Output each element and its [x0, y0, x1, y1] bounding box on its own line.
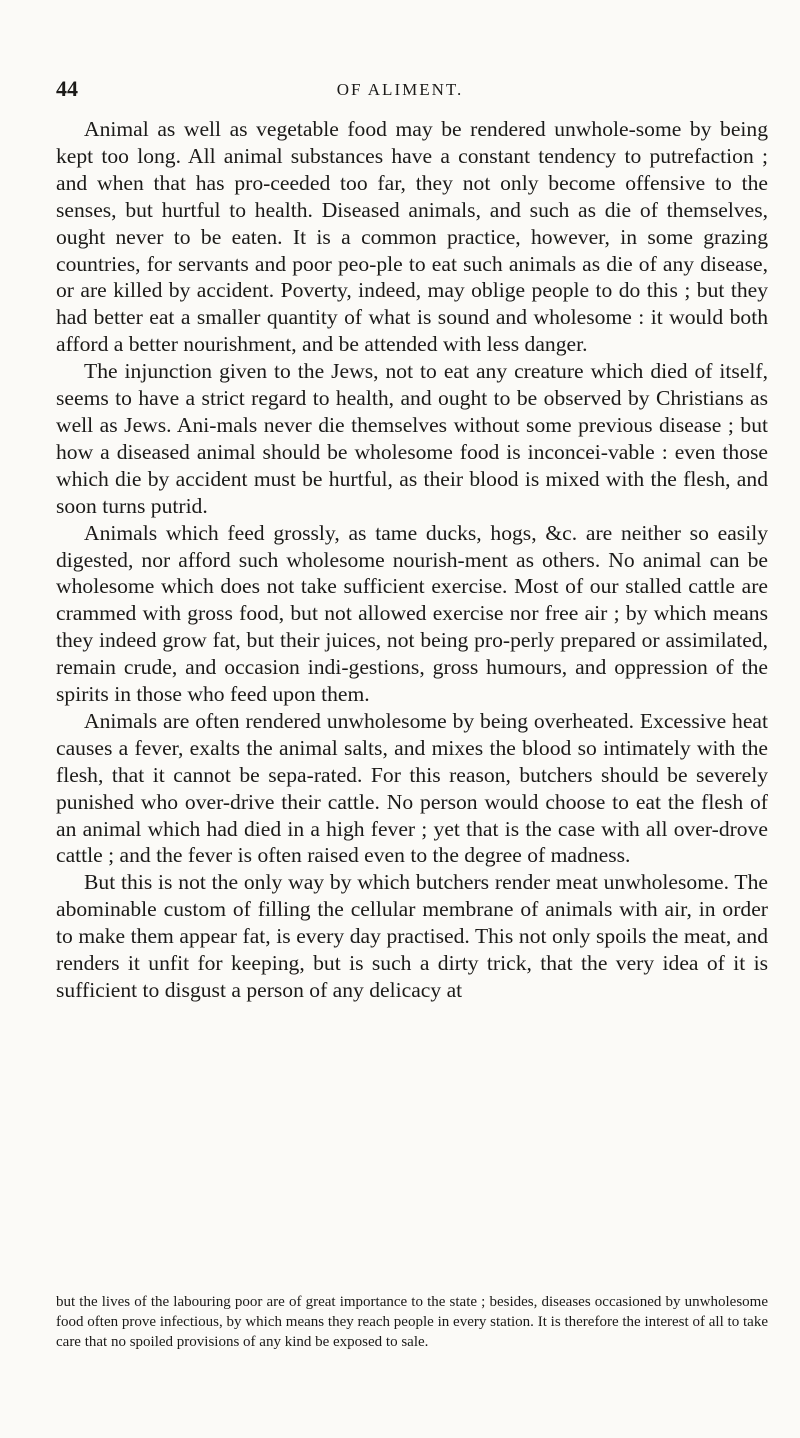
paragraph-spoiled-meat: Animal as well as vegetable food may be rendered unwhole-some by being kept too long. All animal substances have a constant tendency to putrefaction ; and when that has pro-ceeded too far, they not only become offensive to the senses, but hurtful to health. Diseased animals, and such as die of themselves, ought never to be eaten. It is a common practice, however, in some grazing countries, for servants and poor peo-ple to eat such animals as die of any disease, or are killed by accident. Poverty, indeed, may oblige people to do this ; but they had better eat a smaller quantity of what is sound and wholesome : it would both afford a better nourishment, and be attended with less danger.	[56, 117, 768, 357]
body-text	[56, 116, 768, 1004]
paragraph-butchers-air: But this is not the only way by which butchers render meat unwholesome. The abominable custom of filling the cellular membrane of animals with air, in order to make them appear fat, is every day practised. This not only spoils the meat, and renders it unfit for keeping, but is such a dirty trick, that the very idea of it is sufficient to disgust a person of any delicacy at	[56, 870, 768, 1002]
footnote	[56, 1292, 768, 1352]
paragraph-jewish-injunction: The injunction given to the Jews, not to eat any creature which died of itself, seems to have a strict regard to health, and ought to be observed by Christians as well as Jews. Ani-mals never die themselves without some previous disease ; but how a diseased animal should be wholesome food is inconcei-vable : even those which die by accident must be hurtful, as their blood is mixed with the flesh, and soon turns putrid.	[56, 359, 768, 518]
page-number: 44	[56, 76, 78, 101]
footnote-text: but the lives of the labouring poor are of great importance to the state ; besides, diseases occasioned by unwholesome food often prove infectious, by which means they reach people in every station. It is therefore the interest of all to take care that no spoiled provisions of any kind be exposed to sale.	[56, 1294, 768, 1350]
running-title: OF ALIMENT.	[336, 80, 464, 99]
paragraph-gross-feeding: Animals which feed grossly, as tame ducks, hogs, &c. are neither so easily digested, nor afford such wholesome nourish-ment as others. No animal can be wholesome which does not take sufficient exercise. Most of our stalled cattle are crammed with gross food, but not allowed exercise nor free air ; by which means they indeed grow fat, but their juices, not being pro-perly prepared or assimilated, remain crude, and occasion indi-gestions, gross humours, and oppression of the spirits in those who feed upon them.	[56, 520, 768, 707]
paragraph-overheated-animals: Animals are often rendered unwholesome by being overheated. Excessive heat causes a fever, exalts the animal salts, and mixes the blood so intimately with the flesh, that it cannot be sepa-rated. For this reason, butchers should be severely punished who over-drive their cattle. No person would choose to eat the flesh of an animal which had died in a high fever ; yet that is the case with all over-drove cattle ; and the fever is often raised even to the degree of madness.	[56, 708, 768, 868]
